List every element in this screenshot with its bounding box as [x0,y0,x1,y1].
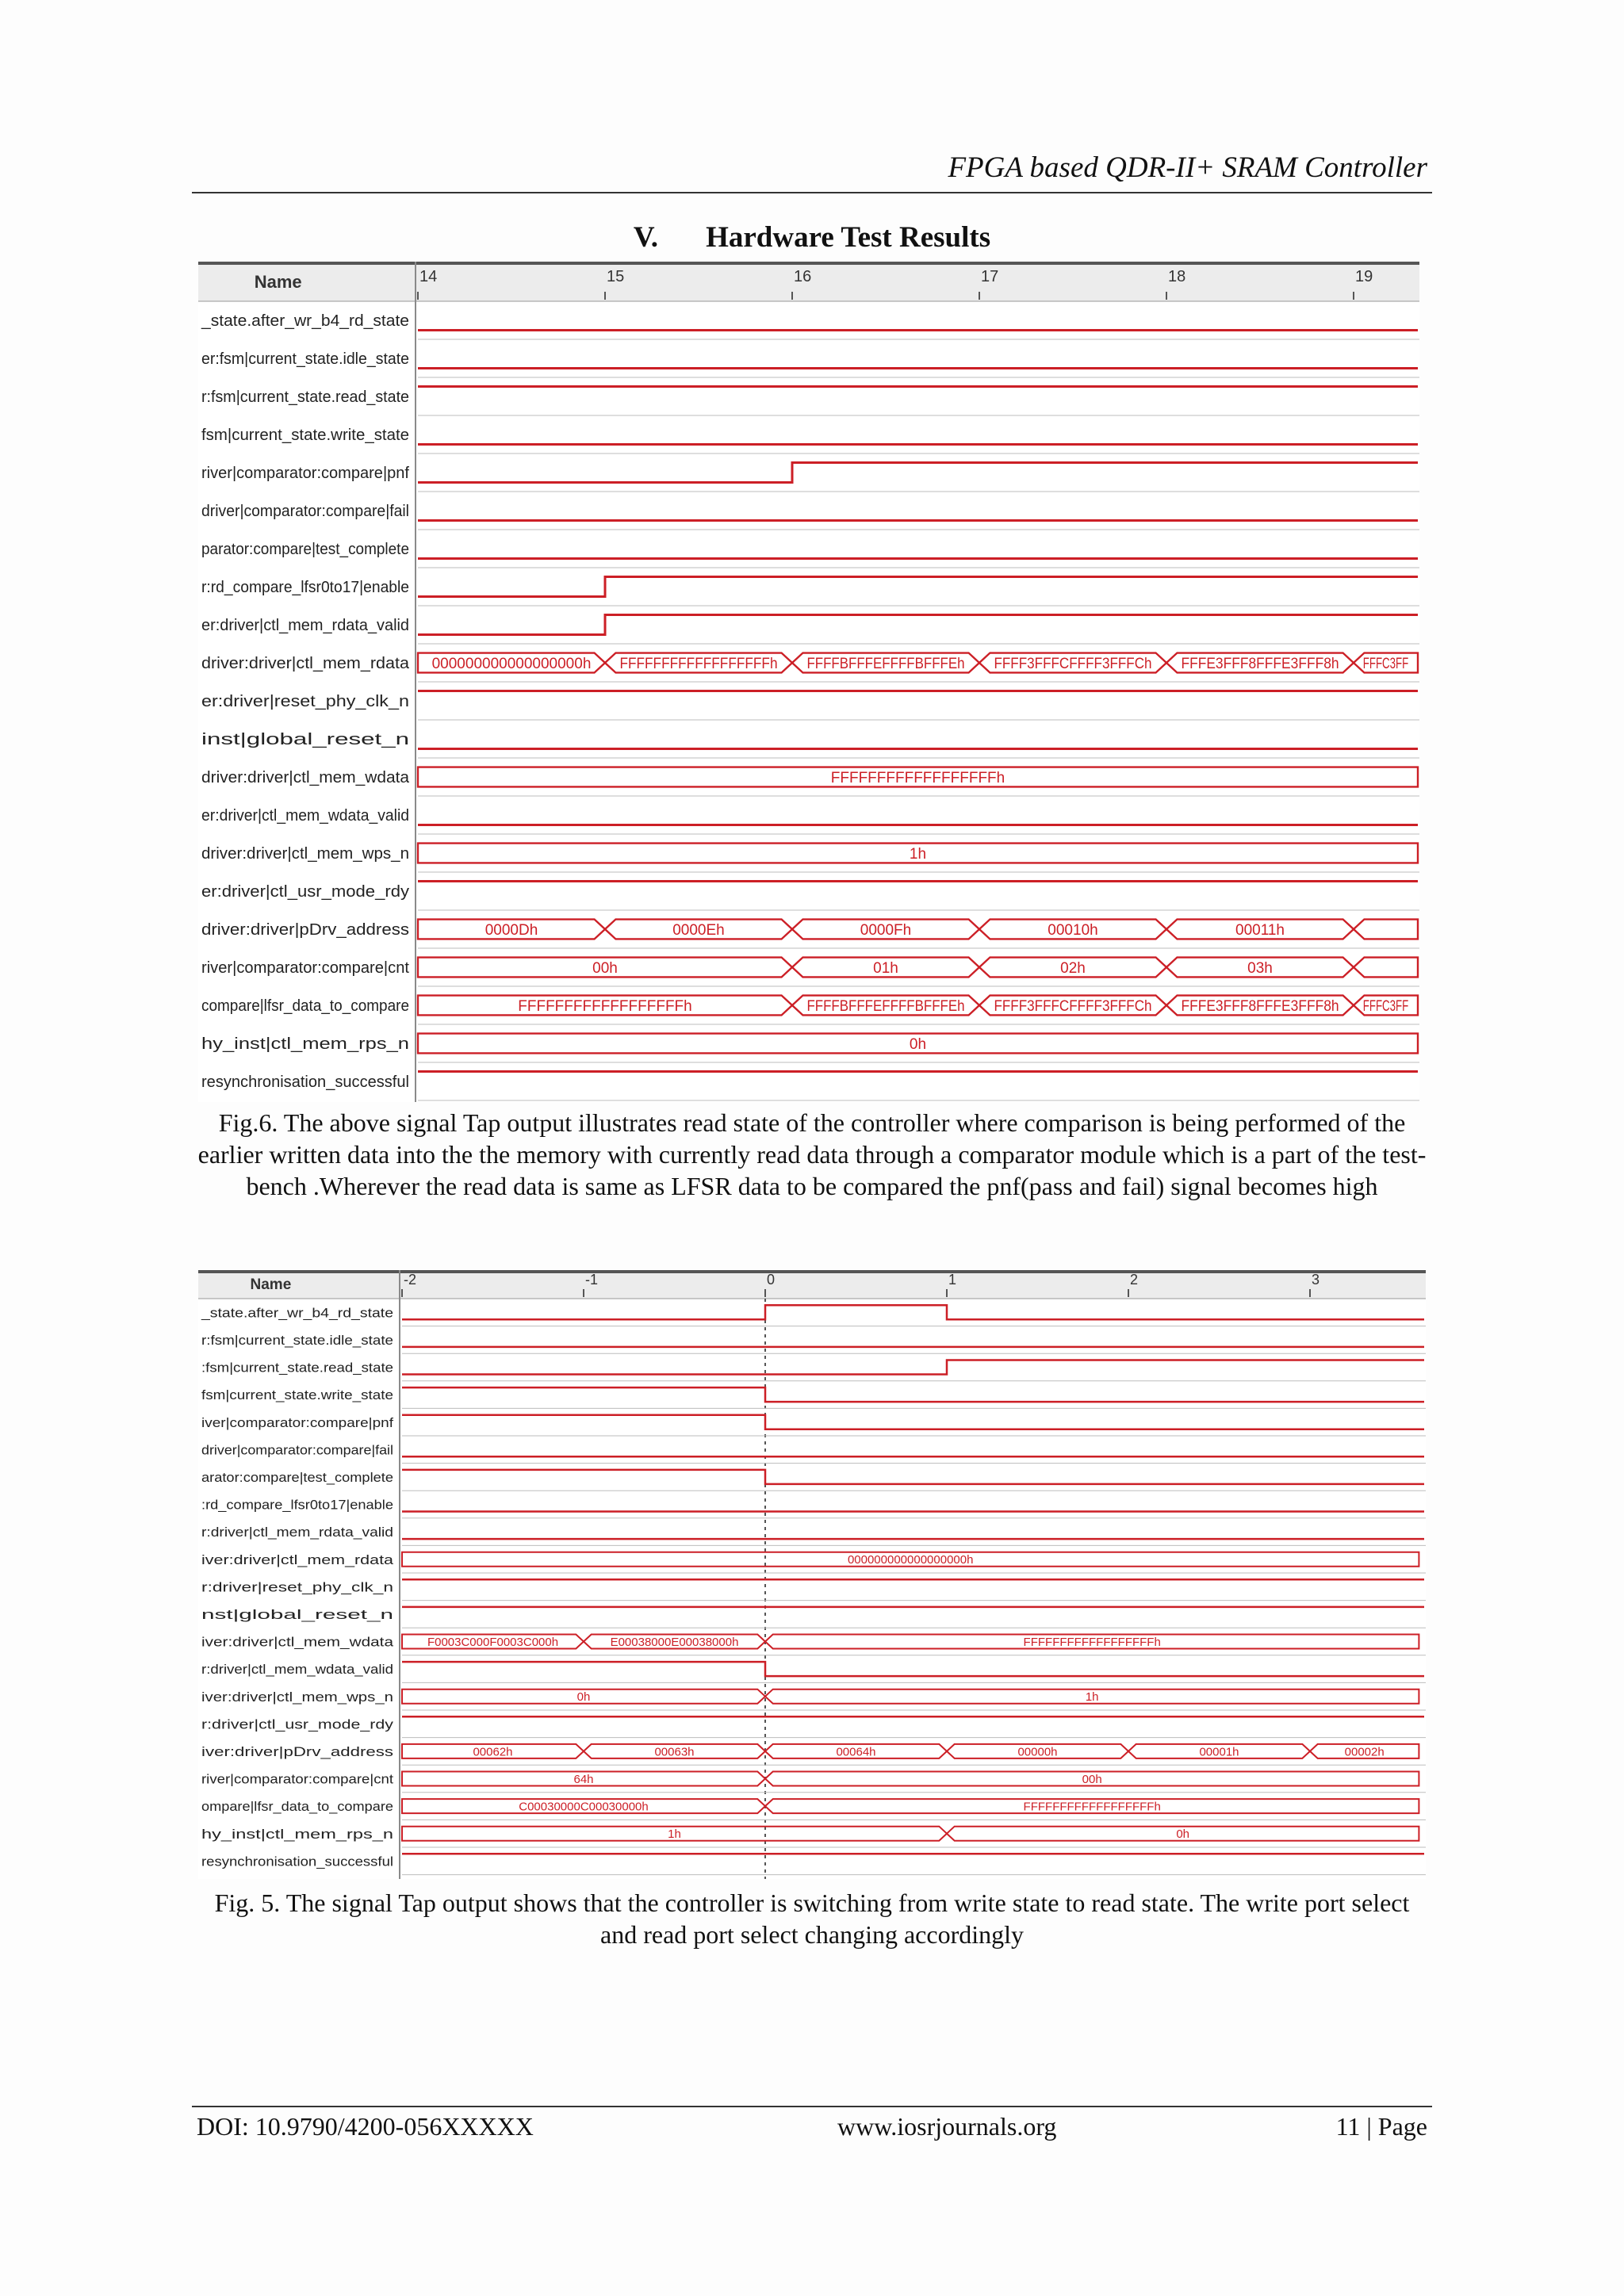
bus-value-label: 00002h [1344,1745,1385,1759]
signal-label: er:driver|reset_phy_clk_n [201,693,409,711]
footer-doi: DOI: 10.9790/4200-056XXXXX [197,2112,534,2141]
signal-label: iver:driver|ctl_mem_wps_n [201,1689,393,1705]
signal-label: r:driver|ctl_usr_mode_rdy [201,1716,394,1732]
figure-5-caption: Fig. 5. The signal Tap output shows that the controller is switching from write state to read state. The write port select and read port select changing accordingly [214,1888,1410,1949]
bus-value-label: 0000Eh [672,921,725,939]
bus-value-label: FFFC3FF [1362,997,1409,1015]
bus-value-label: FFFFFFFFFFFFFFFFFFh [619,655,778,672]
footer-page-number: 11 | Page [1335,2112,1427,2141]
time-tick-label: -2 [404,1272,417,1288]
bus-value-label: 00001h [1199,1745,1239,1759]
bus-value-label: 00063h [654,1745,695,1759]
name-column-header: Name [254,272,302,292]
signal-label: compare|lfsr_data_to_compare [201,997,409,1016]
signal-label: parator:compare|test_complete [201,541,409,559]
signal-label: r:driver|ctl_mem_wdata_valid [201,1662,393,1678]
bus-value-label: 64h [573,1772,594,1786]
time-tick-label: 2 [1130,1272,1139,1288]
signal-label: driver|comparator:compare|fail [201,1442,393,1458]
signal-label: er:driver|ctl_mem_rdata_valid [201,617,409,635]
time-tick-label: 18 [1168,268,1186,285]
signal-label: resynchronisation_successful [201,1854,393,1869]
bus-value-label: 0h [576,1690,591,1705]
bus-value-label: 00h [1082,1772,1102,1786]
signal-label: resynchronisation_successful [201,1073,409,1092]
time-tick-label: 19 [1355,268,1373,285]
bus-value-label: 00000h [1017,1745,1058,1759]
bus-value-label: 0h [1176,1827,1190,1842]
bus-value-label: 00h [592,959,618,977]
bus-value-label: 000000000000000000h [847,1553,974,1567]
time-tick-label: 16 [794,268,812,285]
signal-label: iver:driver|pDrv_address [201,1744,393,1760]
footer-rule [192,2106,1432,2107]
signal-label: _state.after_wr_b4_rd_state [200,312,409,331]
bus-value-label: 0h [909,1035,927,1053]
header-band [198,1270,1426,1299]
signal-label: driver:driver|ctl_mem_wdata [201,769,410,787]
signal-label: iver|comparator:compare|pnf [201,1414,394,1430]
bus-value-label: 1h [909,845,927,863]
time-tick-label: 1 [948,1272,957,1288]
bus-value-label: FFFFFFFFFFFFFFFFFFh [1023,1635,1161,1649]
time-tick-label: 14 [419,268,438,285]
time-tick-label: 17 [981,268,999,285]
signal-label: fsm|current_state.write_state [201,1387,393,1403]
bus-value-label: E00038000E00038000h [610,1635,739,1649]
figure-5-waveform [198,1270,1426,1879]
bus-value-label: FFFC3FF [1362,655,1409,672]
bus-value-label: 1h [668,1827,681,1842]
signal-label: driver:driver|pDrv_address [201,921,409,939]
signal-label: river|comparator:compare|cnt [201,959,410,978]
signal-label: :rd_compare_lfsr0to17|enable [201,1497,393,1513]
bus-value-label: F0003C000F0003C000h [427,1635,559,1649]
signal-label: r:fsm|current_state.idle_state [201,1333,393,1349]
signal-label: nst|global_reset_n [201,1607,393,1623]
signal-label: r:driver|ctl_mem_rdata_valid [201,1525,393,1540]
signal-label: iver:driver|ctl_mem_wdata [201,1634,394,1650]
bus-value-label: FFFF3FFFCFFFF3FFFCh [994,655,1152,672]
signal-label: driver:driver|ctl_mem_wps_n [201,845,409,863]
time-tick-label: 15 [607,268,625,285]
signal-label: r:fsm|current_state.read_state [201,388,409,407]
bus-value-label: 00062h [473,1745,513,1759]
signal-label: _state.after_wr_b4_rd_state [200,1305,393,1321]
bus-value-label: FFFFBFFFEFFFFBFFFEh [806,655,965,672]
bus-value-label: 00064h [836,1745,876,1759]
figure-6-waveform [198,262,1419,1102]
name-column-header: Name [250,1276,292,1293]
bus-value-label: 00011h [1235,921,1285,939]
signal-label: :fsm|current_state.read_state [201,1360,393,1376]
running-header: FPGA based QDR-II+ SRAM Controller [948,151,1427,184]
bus-value-label: 00010h [1048,921,1098,939]
figure-6-caption: Fig.6. The above signal Tap output illustrates read state of the controller where comparison is being performed of the earlier written data into the the memory with currently read data through a comparator module which is a part of the test-bench .Wherever the read data is same as LFSR data to be compared the pnf(pass and fail) signal becomes high [197,1108,1427,1200]
section-heading [0,220,1624,254]
signal-label: river|comparator:compare|pnf [201,465,410,483]
section-number: V. [633,221,659,254]
bus-value-label: 1h [1085,1690,1099,1705]
bus-value-label: 0000Dh [485,921,538,939]
signal-label: driver|comparator:compare|fail [201,503,409,521]
signal-label: river|comparator:compare|cnt [201,1771,394,1787]
bus-value-label: 01h [873,959,898,977]
signal-label: hy_inst|ctl_mem_rps_n [201,1826,393,1842]
header-rule [192,192,1432,193]
signal-label: er:fsm|current_state.idle_state [201,350,409,369]
bus-value-label: FFFFBFFFEFFFFBFFFEh [806,997,965,1015]
footer-url: www.iosrjournals.org [837,2112,1057,2141]
bus-value-label: 000000000000000000h [431,655,592,672]
bus-value-label: 0000Fh [860,921,912,939]
time-tick-label: 0 [767,1272,776,1288]
section-title: Hardware Test Results [706,221,991,254]
bus-value-label: FFFF3FFFCFFFF3FFFCh [994,997,1152,1015]
bus-value-label: FFFFFFFFFFFFFFFFFFh [518,997,692,1015]
bus-value-label: FFFE3FFF8FFFE3FFF8h [1181,997,1339,1015]
signal-label: inst|global_reset_n [201,731,409,749]
signal-label: fsm|current_state.write_state [201,427,409,445]
signal-label: er:driver|ctl_usr_mode_rdy [201,883,409,901]
signal-label: er:driver|ctl_mem_wdata_valid [201,807,409,825]
signal-label: ompare|lfsr_data_to_compare [201,1799,393,1815]
signal-label: r:driver|reset_phy_clk_n [201,1579,393,1595]
time-tick-label: 3 [1312,1272,1320,1288]
signal-label: driver:driver|ctl_mem_rdata [201,655,410,673]
bus-value-label: 03h [1247,959,1273,977]
bus-value-label: FFFFFFFFFFFFFFFFFFh [830,769,1005,786]
signal-label: arator:compare|test_complete [201,1470,393,1486]
bus-value-label: FFFFFFFFFFFFFFFFFFh [1023,1800,1161,1814]
time-tick-label: -1 [585,1272,599,1288]
signal-label: r:rd_compare_lfsr0to17|enable [201,579,409,597]
bus-value-label: C00030000C00030000h [519,1800,649,1814]
bus-value-label: FFFE3FFF8FFFE3FFF8h [1181,655,1339,672]
signal-label: hy_inst|ctl_mem_rps_n [201,1035,409,1054]
signal-label: iver:driver|ctl_mem_rdata [201,1552,394,1567]
bus-value-label: 02h [1060,959,1086,977]
